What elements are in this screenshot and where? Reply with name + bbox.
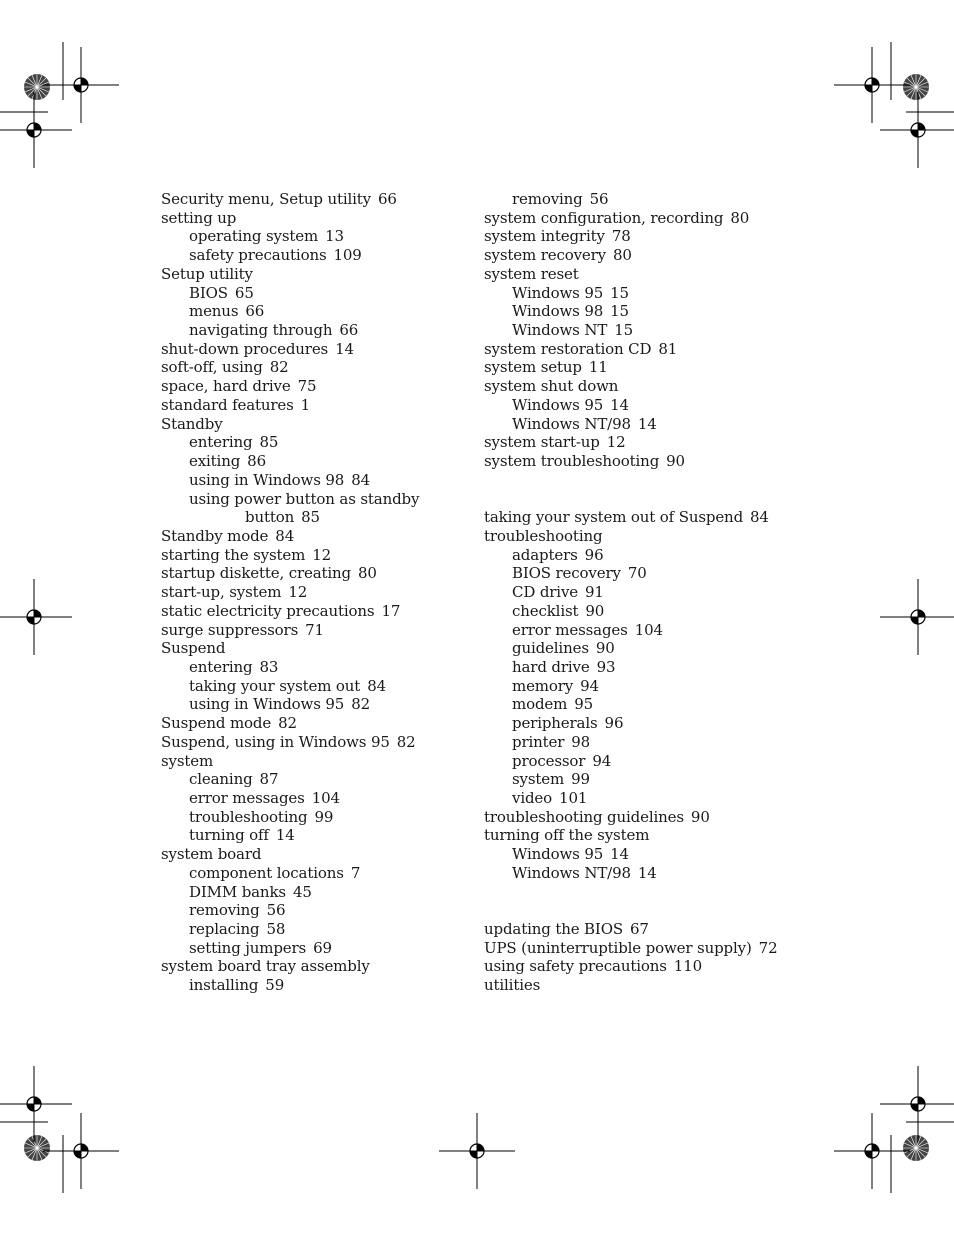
index-subentry	[484, 714, 804, 733]
index-page-number: 98	[571, 732, 591, 751]
index-page-number: 56	[266, 901, 286, 920]
index-page-number: 75	[297, 377, 317, 396]
index-term: using in Windows 98	[189, 470, 345, 489]
index-subentry	[161, 284, 461, 303]
index-page-number: 84	[275, 526, 295, 545]
index-page-number: 14	[610, 845, 629, 864]
index-term: turning off	[189, 826, 269, 845]
index-term: taking your system out of Suspend	[484, 508, 744, 527]
index-entry	[161, 358, 461, 377]
index-entry	[161, 527, 461, 546]
index-subentry	[484, 602, 804, 621]
index-subentry	[484, 621, 804, 640]
index-page-number: 87	[259, 770, 279, 789]
registration-crosshair-icon	[0, 92, 72, 168]
index-subentry	[161, 452, 461, 471]
index-entry	[161, 340, 461, 359]
index-page-number: 70	[627, 564, 647, 583]
index-page-number: 14	[637, 863, 657, 882]
index-entry	[484, 508, 804, 527]
index-term: installing	[189, 976, 259, 995]
index-page-number: 72	[758, 938, 778, 957]
index-term: Windows 98	[512, 302, 604, 321]
index-entry	[161, 377, 461, 396]
index-entry	[161, 845, 461, 864]
index-term: using safety precautions	[484, 957, 667, 976]
index-page-number: 83	[259, 657, 279, 676]
index-subentry	[161, 471, 461, 490]
index-subentry	[161, 302, 461, 321]
index-term: system shut down	[484, 377, 619, 396]
index-term: Standby mode	[161, 526, 269, 545]
index-page-number: 99	[571, 770, 590, 789]
index-page-number: 11	[588, 358, 608, 377]
index-entry	[484, 920, 804, 939]
index-page-number: 14	[610, 395, 629, 414]
index-term: guidelines	[512, 639, 589, 658]
index-subentry	[161, 658, 461, 677]
index-entry	[484, 527, 804, 546]
index-subentry	[161, 227, 461, 246]
index-subentry	[484, 733, 804, 752]
index-term: space, hard drive	[161, 377, 291, 396]
registration-star-icon	[24, 74, 50, 100]
index-term: operating system	[189, 227, 319, 246]
index-term: peripherals	[512, 714, 598, 733]
index-entry	[484, 358, 804, 377]
index-term: memory	[512, 676, 574, 695]
index-entry	[484, 939, 804, 958]
index-subentry	[484, 639, 804, 658]
index-term: removing	[189, 901, 260, 920]
index-page-number: 82	[351, 695, 370, 714]
index-page-number: 110	[673, 957, 702, 976]
index-page-number: 84	[351, 470, 370, 489]
index-entry	[484, 265, 804, 284]
index-term: startup diskette, creating	[161, 564, 352, 583]
index-subentry	[161, 826, 461, 845]
index-term: system reset	[484, 264, 579, 283]
index-entry	[161, 209, 461, 228]
index-entry	[484, 957, 804, 976]
index-term: static electricity precautions	[161, 601, 375, 620]
index-term: soft-off, using	[161, 358, 263, 377]
index-term: navigating through	[189, 321, 333, 340]
index-term: Suspend mode	[161, 714, 272, 733]
index-subentry	[484, 845, 804, 864]
index-page-number: 93	[596, 657, 616, 676]
index-entry	[161, 564, 461, 583]
index-term: entering	[189, 657, 253, 676]
index-page-number: 56	[589, 190, 609, 208]
index-term: system integrity	[484, 227, 605, 246]
index-term: troubleshooting	[484, 526, 603, 545]
index-page-number: 84	[750, 508, 769, 527]
index-page-number: 104	[634, 620, 663, 639]
index-page-number: 12	[288, 583, 308, 602]
index-entry	[484, 976, 804, 995]
index-term: safety precautions	[189, 246, 327, 265]
index-page-number: 86	[247, 452, 266, 471]
index-entry	[161, 621, 461, 640]
index-entry	[484, 209, 804, 228]
index-term: taking your system out	[189, 676, 361, 695]
index-page-number: 15	[614, 321, 633, 340]
index-subentry	[484, 284, 804, 303]
index-page-number: 14	[275, 826, 295, 845]
index-entry	[161, 415, 461, 434]
index-entry	[484, 452, 804, 471]
index-term: entering	[189, 433, 253, 452]
registration-crosshair-icon	[834, 47, 910, 123]
index-term: error messages	[189, 789, 305, 807]
index-term: BIOS	[189, 283, 228, 302]
index-entry	[161, 733, 461, 752]
registration-crosshair-icon	[834, 1113, 910, 1189]
index-term: printer	[512, 732, 565, 751]
index-term: using power button as standby	[189, 489, 420, 508]
index-page-number: 45	[292, 882, 312, 901]
index-entry	[161, 546, 461, 565]
index-subentry	[484, 677, 804, 696]
index-page-number: 78	[611, 227, 631, 246]
index-subentry	[161, 920, 461, 939]
index-term: Security menu, Setup utility	[161, 190, 372, 208]
registration-star-icon	[903, 1135, 929, 1161]
index-page-number: 66	[339, 321, 359, 340]
index-page-number: 13	[325, 227, 344, 246]
index-page-number: 101	[559, 789, 588, 807]
index-page-number: 90	[666, 452, 685, 471]
index-subentry	[161, 508, 461, 527]
index-term: error messages	[512, 620, 628, 639]
index-entry	[484, 433, 804, 452]
index-term: UPS (uninterruptible power supply)	[484, 938, 752, 957]
index-subentry	[161, 883, 461, 902]
index-subentry	[161, 808, 461, 827]
index-entry	[161, 190, 461, 209]
registration-crosshair-icon	[880, 1066, 954, 1142]
index-subentry	[161, 695, 461, 714]
index-term: button	[245, 508, 295, 527]
index-page-number: 80	[358, 564, 377, 583]
index-page-number: 91	[585, 583, 604, 602]
index-term: cleaning	[189, 770, 253, 789]
index-subentry	[484, 190, 804, 209]
index-page-number: 12	[606, 433, 626, 452]
registration-crosshair-icon	[439, 1113, 515, 1189]
index-term: hard drive	[512, 657, 590, 676]
index-term: setting jumpers	[189, 938, 307, 957]
index-term: system start-up	[484, 433, 600, 452]
index-subentry	[484, 583, 804, 602]
index-entry	[161, 396, 461, 415]
index-page-number: 69	[313, 938, 332, 957]
index-entry	[161, 752, 461, 771]
index-page-number: 96	[584, 545, 604, 564]
index-term: shut-down procedures	[161, 339, 329, 358]
registration-crosshair-icon	[43, 1113, 119, 1189]
index-term: processor	[512, 751, 586, 770]
index-entry	[161, 602, 461, 621]
index-entry	[484, 340, 804, 359]
index-page-number: 104	[311, 789, 340, 807]
section-gap	[484, 883, 804, 920]
index-subentry	[484, 396, 804, 415]
index-term: surge suppressors	[161, 620, 299, 639]
index-term: Standby	[161, 414, 223, 433]
index-page-number: 80	[730, 208, 750, 227]
index-subentry	[484, 770, 804, 789]
index-page-number: 109	[333, 246, 362, 265]
index-subentry	[161, 677, 461, 696]
index-subentry	[484, 546, 804, 565]
index-term: starting the system	[161, 545, 306, 564]
index-term: video	[512, 789, 553, 807]
registration-crosshair-icon	[880, 579, 954, 655]
registration-star-icon	[903, 74, 929, 100]
index-term: system recovery	[484, 246, 606, 265]
index-entry	[161, 714, 461, 733]
index-subentry	[161, 433, 461, 452]
index-column-left	[161, 190, 461, 995]
index-term: troubleshooting	[189, 807, 308, 826]
index-page-number: 66	[378, 190, 397, 208]
index-term: Windows NT	[512, 321, 608, 340]
index-page-number: 85	[301, 508, 320, 527]
index-term: CD drive	[512, 583, 578, 602]
index-subentry	[484, 564, 804, 583]
index-entry	[484, 826, 804, 845]
index-page-number: 82	[396, 732, 416, 751]
index-term: checklist	[512, 601, 579, 620]
index-subentry	[161, 864, 461, 883]
index-page-number: 99	[314, 807, 334, 826]
index-subentry	[484, 752, 804, 771]
index-term: troubleshooting guidelines	[484, 807, 684, 826]
index-entry	[484, 808, 804, 827]
index-term: component locations	[189, 863, 344, 882]
index-subentry	[161, 901, 461, 920]
index-subentry	[484, 321, 804, 340]
index-page-number: 85	[259, 433, 279, 452]
index-term: system troubleshooting	[484, 452, 660, 471]
index-subentry	[484, 695, 804, 714]
index-subentry	[161, 490, 461, 509]
index-page-number: 12	[312, 545, 331, 564]
index-subentry	[161, 246, 461, 265]
section-gap	[484, 471, 804, 508]
index-subentry	[161, 770, 461, 789]
index-term: Suspend	[161, 639, 226, 658]
index-page-number: 59	[265, 976, 285, 995]
index-term: setting up	[161, 208, 237, 227]
index-subentry	[484, 789, 804, 808]
index-term: Windows 95	[512, 395, 604, 414]
index-subentry	[484, 415, 804, 434]
index-page-number: 96	[604, 714, 624, 733]
index-term: Windows 95	[512, 845, 604, 864]
index-subentry	[484, 302, 804, 321]
index-term: Windows NT/98	[512, 414, 631, 433]
index-term: standard features	[161, 395, 294, 414]
index-term: removing	[512, 190, 583, 208]
index-term: utilities	[484, 976, 541, 995]
index-page-number: 65	[234, 283, 254, 302]
index-term: BIOS recovery	[512, 564, 621, 583]
index-term: menus	[189, 302, 239, 321]
index-entry	[484, 377, 804, 396]
index-page-number: 66	[245, 302, 265, 321]
index-entry	[161, 957, 461, 976]
index-term: using in Windows 95	[189, 695, 345, 714]
index-entry	[161, 583, 461, 602]
registration-star-icon	[24, 1135, 50, 1161]
index-term: replacing	[189, 920, 260, 939]
index-term: DIMM banks	[189, 882, 286, 901]
index-term: system restoration CD	[484, 339, 652, 358]
index-term: system setup	[484, 358, 582, 377]
index-page-number: 1	[300, 395, 311, 414]
registration-crosshair-icon	[0, 1066, 72, 1142]
index-entry	[484, 246, 804, 265]
registration-crosshair-icon	[43, 47, 119, 123]
index-term: system board	[161, 845, 262, 864]
index-subentry	[161, 789, 461, 808]
index-page-number: 58	[266, 920, 286, 939]
index-page-number: 90	[585, 601, 605, 620]
index-page-number: 90	[595, 639, 615, 658]
index-page-number: 95	[574, 695, 594, 714]
index-term: Setup utility	[161, 264, 253, 283]
registration-crosshair-icon	[0, 579, 72, 655]
index-page-number: 94	[580, 676, 599, 695]
index-page-number: 82	[278, 714, 297, 733]
index-term: Suspend, using in Windows 95	[161, 732, 390, 751]
index-term: system configuration, recording	[484, 208, 724, 227]
index-term: updating the BIOS	[484, 920, 623, 939]
index-term: Windows NT/98	[512, 863, 631, 882]
index-subentry	[161, 939, 461, 958]
index-page-number: 90	[690, 807, 710, 826]
index-term: system	[512, 770, 565, 789]
index-page-number: 67	[629, 920, 649, 939]
index-column-right	[484, 190, 804, 995]
index-term: start-up, system	[161, 583, 282, 602]
index-subentry	[161, 976, 461, 995]
index-term: exiting	[189, 452, 241, 471]
index-entry	[161, 639, 461, 658]
index-page-number: 15	[610, 302, 629, 321]
index-entry	[484, 227, 804, 246]
index-page-number: 94	[592, 751, 612, 770]
index-page-number: 14	[637, 414, 657, 433]
index-term: adapters	[512, 545, 578, 564]
index-page-number: 82	[269, 358, 289, 377]
index-page-number: 14	[335, 339, 354, 358]
index-term: Windows 95	[512, 283, 604, 302]
index-term: modem	[512, 695, 568, 714]
index-page-number: 80	[613, 246, 632, 265]
index-page-number: 84	[367, 676, 386, 695]
index-entry	[161, 265, 461, 284]
index-subentry	[161, 321, 461, 340]
index-term: system	[161, 751, 214, 770]
registration-crosshair-icon	[880, 92, 954, 168]
index-page-number: 81	[658, 339, 678, 358]
index-subentry	[484, 864, 804, 883]
index-page-number: 17	[381, 601, 401, 620]
index-page-number: 71	[305, 620, 324, 639]
index-page-number: 7	[350, 863, 361, 882]
index-term: turning off the system	[484, 826, 650, 845]
index-term: system board tray assembly	[161, 957, 370, 976]
index-subentry	[484, 658, 804, 677]
index-page-number: 15	[610, 283, 629, 302]
